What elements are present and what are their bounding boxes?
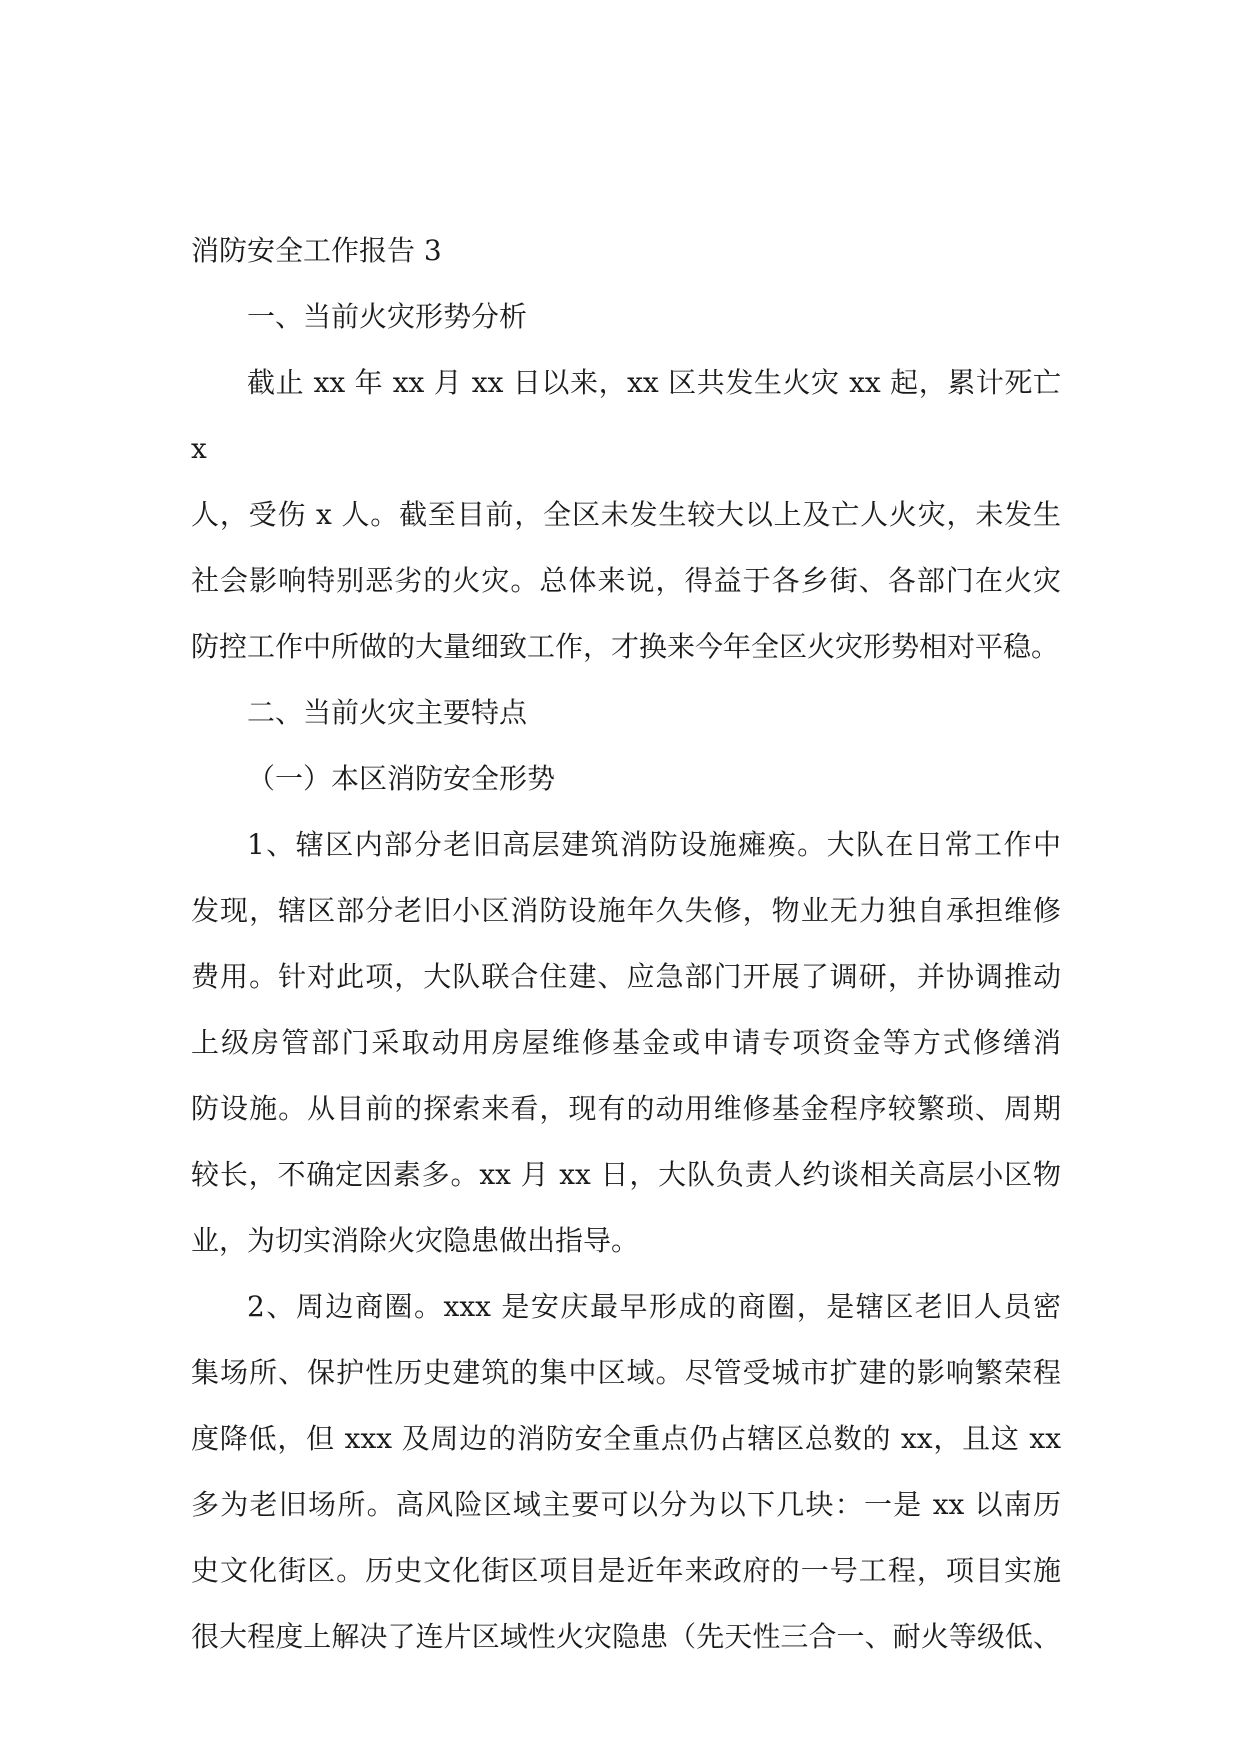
subsection-heading-1: （一）本区消防安全形势 bbox=[247, 762, 556, 795]
paragraph-line: 社会影响特别恶劣的火灾。总体来说，得益于各乡街、各部门在火灾 bbox=[191, 564, 1061, 597]
paragraph-line: 多为老旧场所。高风险区域主要可以分为以下几块：一是 xx 以南历 bbox=[191, 1488, 1061, 1521]
paragraph-line: 2、周边商圈。xxx 是安庆最早形成的商圈，是辖区老旧人员密 bbox=[247, 1290, 1061, 1323]
paragraph-line: 防控工作中所做的大量细致工作，才换来今年全区火灾形势相对平稳。 bbox=[191, 630, 1060, 663]
paragraph-line: 上级房管部门采取动用房屋维修基金或申请专项资金等方式修缮消 bbox=[191, 1026, 1061, 1059]
section-heading-1: 一、当前火灾形势分析 bbox=[247, 300, 528, 333]
document-title: 消防安全工作报告 3 bbox=[191, 234, 442, 267]
paragraph-line: 截止 xx 年 xx 月 xx 日以来，xx 区共发生火灾 xx 起，累计死亡 x bbox=[191, 366, 1070, 465]
paragraph-line: 较长，不确定因素多。xx 月 xx 日，大队负责人约谈相关高层小区物 bbox=[191, 1158, 1061, 1191]
paragraph-line: 1、辖区内部分老旧高层建筑消防设施瘫痪。大队在日常工作中 bbox=[247, 828, 1061, 861]
paragraph-line: 发现，辖区部分老旧小区消防设施年久失修，物业无力独自承担维修 bbox=[191, 894, 1061, 927]
paragraph-line: 度降低，但 xxx 及周边的消防安全重点仍占辖区总数的 xx，且这 xx bbox=[191, 1422, 1061, 1455]
document-page bbox=[191, 218, 1070, 1670]
paragraph-business-district bbox=[191, 1274, 1061, 1670]
section-heading-2: 二、当前火灾主要特点 bbox=[247, 696, 528, 729]
paragraph-line: 业，为切实消除火灾隐患做出指导。 bbox=[191, 1224, 640, 1257]
paragraph-line: 防设施。从目前的探索来看，现有的动用维修基金程序较繁琐、周期 bbox=[191, 1092, 1061, 1125]
paragraph-line: 人，受伤 x 人。截至目前，全区未发生较大以上及亡人火灾，未发生 bbox=[191, 498, 1061, 531]
paragraph-fire-situation bbox=[191, 350, 1070, 680]
paragraph-line: 集场所、保护性历史建筑的集中区域。尽管受城市扩建的影响繁荣程 bbox=[191, 1356, 1061, 1389]
paragraph-line: 费用。针对此项，大队联合住建、应急部门开展了调研，并协调推动 bbox=[191, 960, 1061, 993]
paragraph-line: 史文化街区。历史文化街区项目是近年来政府的一号工程，项目实施 bbox=[191, 1554, 1061, 1587]
paragraph-old-buildings bbox=[191, 812, 1061, 1274]
paragraph-line: 很大程度上解决了连片区域性火灾隐患（先天性三合一、耐火等级低、 bbox=[191, 1620, 1061, 1653]
